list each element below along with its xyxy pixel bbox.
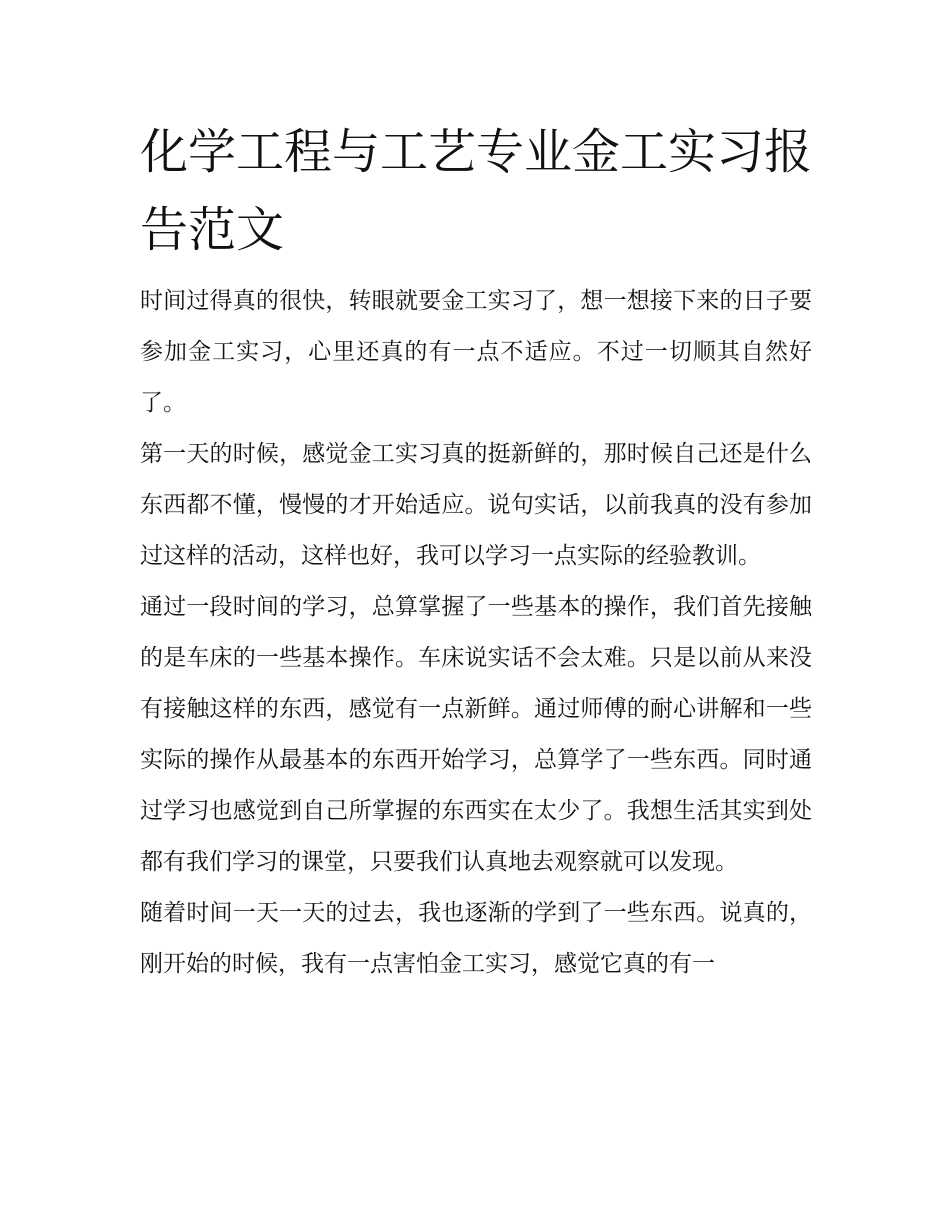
paragraph-3: 通过一段时间的学习，总算掌握了一些基本的操作，我们首先接触的是车床的一些基本操作。车床说实话不会太难。只是以前从来没有接触这样的东西，感觉有一点新鲜。通过师傅的耐心讲解和一些实际的操作从最基本的东西开始学习，总算学了一些东西。同时通过学习也感觉到自己所掌握的东西实在太少了。我想生活其实到处都有我们学习的课堂，只要我们认真地去观察就可以发现。 <box>140 594 812 875</box>
paragraph-1: 时间过得真的很快，转眼就要金工实习了，想一想接下来的日子要参加金工实习，心里还真的有一点不适应。不过一切顺其自然好了。 <box>140 288 812 416</box>
document-title: 化学工程与工艺专业金工实习报告范文 <box>140 124 813 258</box>
paragraph-4: 随着时间一天一天的过去，我也逐渐的学到了一些东西。说真的，刚开始的时候，我有一点害怕金工实习，感觉它真的有一 <box>140 900 812 977</box>
paragraph-2: 第一天的时候，感觉金工实习真的挺新鲜的，那时候自己还是什么东西都不懂，慢慢的才开始适应。说句实话，以前我真的没有参加过这样的活动，这样也好，我可以学习一点实际的经验教训。 <box>140 441 812 569</box>
document-body <box>140 276 812 990</box>
